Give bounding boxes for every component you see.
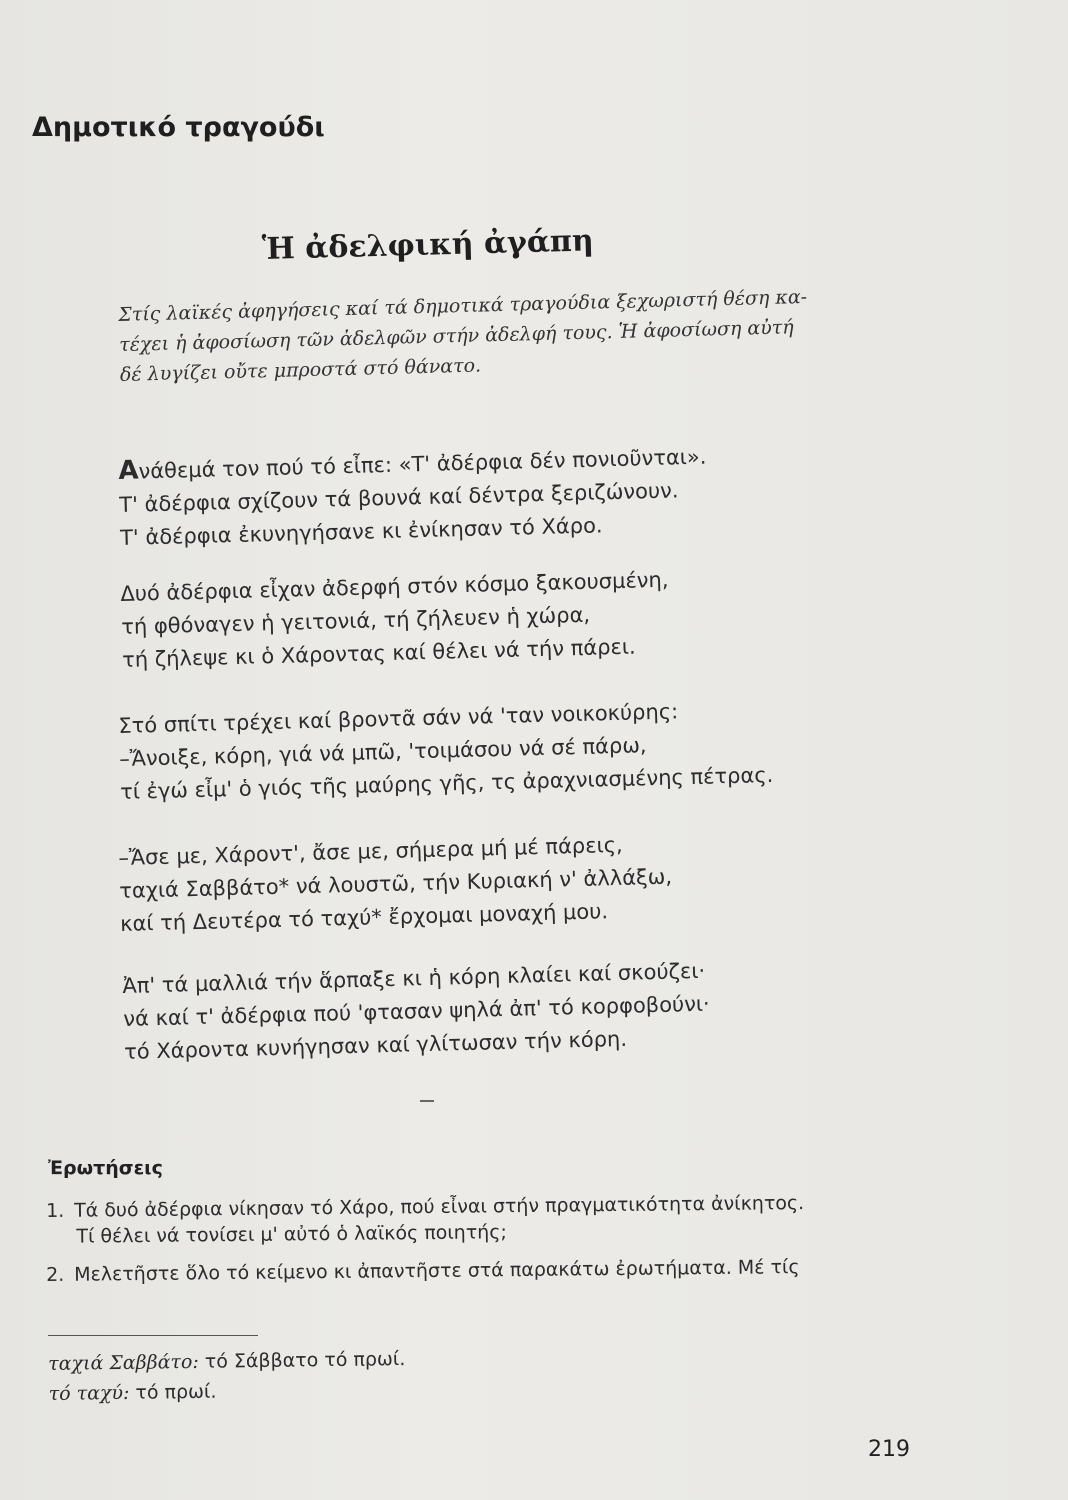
section-divider bbox=[420, 1100, 434, 1102]
intro-line: Στίς λαϊκές ἀφηγήσεις καί τά δημοτικά τραγούδια ξεχωριστή θέση κα- bbox=[118, 285, 808, 326]
poem-line: –Ἄσε με, Χάροντ', ἄσε με, σήμερα μή μέ πάρεις, bbox=[118, 832, 623, 870]
question-number: 1. bbox=[46, 1199, 65, 1222]
poem-line: Τ' ἀδέρφια σχίζουν τά βουνά καί δέντρα ξεριζώνουν. bbox=[118, 478, 679, 517]
footnote-term: ταχιά Σαββάτο: bbox=[48, 1350, 199, 1375]
poem-line: τή ζήλεψε κι ὁ Χάροντας καί θέλει νά τήν πάρει. bbox=[121, 634, 636, 672]
question-text: Τά δυό ἀδέρφια νίκησαν τό Χάρο, πού εἶναι στήν πραγματικότητα ἀνίκητος. bbox=[74, 1192, 805, 1222]
footnote-definition: τό πρωί. bbox=[129, 1380, 217, 1404]
intro-line: δέ λυγίζει οὔτε μπροστά στό θάνατο. bbox=[119, 354, 482, 386]
footnotes bbox=[48, 1344, 406, 1409]
footnote bbox=[48, 1344, 406, 1379]
poem-line: Στό σπίτι τρέχει καί βροντᾶ σάν νά 'ταν νοικοκύρης: bbox=[118, 699, 679, 738]
poem-line: Ανάθεμά τον πού τό εἶπε: «Τ' ἀδέρφια δέν πονιοῦνται». bbox=[118, 444, 707, 486]
poem-line: καί τή Δευτέρα τό ταχύ* ἔρχομαι μοναχή μου. bbox=[119, 899, 609, 936]
poem-line: Ἀπ' τά μαλλιά τήν ἅρπαξε κι ἡ κόρη κλαίει καί σκούζει· bbox=[122, 958, 706, 998]
poem-line: τή φθόναγεν ἡ γειτονιά, τή ζήλευεν ἡ χώρα, bbox=[120, 602, 591, 639]
footnote-term: τό ταχύ: bbox=[48, 1381, 130, 1405]
question-text: Τί θέλει νά τονίσει μ' αὐτό ὁ λαϊκός ποιητής; bbox=[76, 1221, 507, 1248]
footnote-rule bbox=[48, 1335, 258, 1336]
poem-line: Τ' ἀδέρφια ἐκυνηγήσανε κι ἐνίκησαν τό Χάρο. bbox=[119, 513, 603, 550]
question-text: Μελετῆστε ὅλο τό κείμενο κι ἀπαντῆστε στά παρακάτω ἐρωτήματα. Μέ τίς bbox=[74, 1256, 800, 1286]
poem-stanza-2 bbox=[120, 564, 671, 677]
poem-stanza-3 bbox=[118, 693, 774, 809]
questions-heading: Ἐρωτήσεις bbox=[48, 1157, 163, 1179]
question-number: 2. bbox=[46, 1263, 65, 1286]
footnote-definition: τό Σάββατο τό πρωί. bbox=[198, 1348, 406, 1373]
poem-title: Ἡ ἀδελφική ἀγάπη bbox=[261, 223, 595, 267]
poem-line: νά καί τ' ἀδέρφια πού 'φτασαν ψηλά ἀπ' τό κορφοβούνι· bbox=[122, 991, 710, 1031]
question-2 bbox=[46, 1254, 800, 1288]
question-1 bbox=[46, 1190, 805, 1250]
poem-stanza-5 bbox=[122, 955, 711, 1069]
page-number: 219 bbox=[868, 1437, 910, 1462]
intro-paragraph bbox=[118, 280, 880, 390]
poem-line: τί ἐγώ εἶμ' ὁ γιός τῆς μαύρης γῆς, τς ἀραχνιασμένης πέτρας. bbox=[119, 762, 774, 804]
poem-line: ταχιά Σαββάτο* νά λουστῶ, τήν Κυριακή ν' ἀλλάξω, bbox=[118, 864, 673, 903]
section-title: Δημοτικό τραγούδι bbox=[32, 112, 325, 143]
poem-line: –Ἄνοιξε, κόρη, γιά νά μπῶ, 'τοιμάσου νά σέ πάρω, bbox=[118, 733, 647, 771]
drop-cap: Α bbox=[118, 455, 139, 486]
poem-stanza-4 bbox=[118, 828, 673, 941]
poem-line: Δυό ἀδέρφια εἶχαν ἀδερφή στόν κόσμο ξακουσμένη, bbox=[120, 567, 669, 606]
footnote bbox=[48, 1374, 406, 1409]
poem-stanza-1 bbox=[118, 440, 709, 555]
poem-line: τό Χάροντα κυνήγησαν καί γλίτωσαν τήν κόρη. bbox=[123, 1026, 628, 1064]
intro-line: τέχει ἡ ἀφοσίωση τῶν ἀδελφῶν στήν ἀδελφή τους. Ἡ ἀφοσίωση αὐτή bbox=[118, 316, 794, 356]
